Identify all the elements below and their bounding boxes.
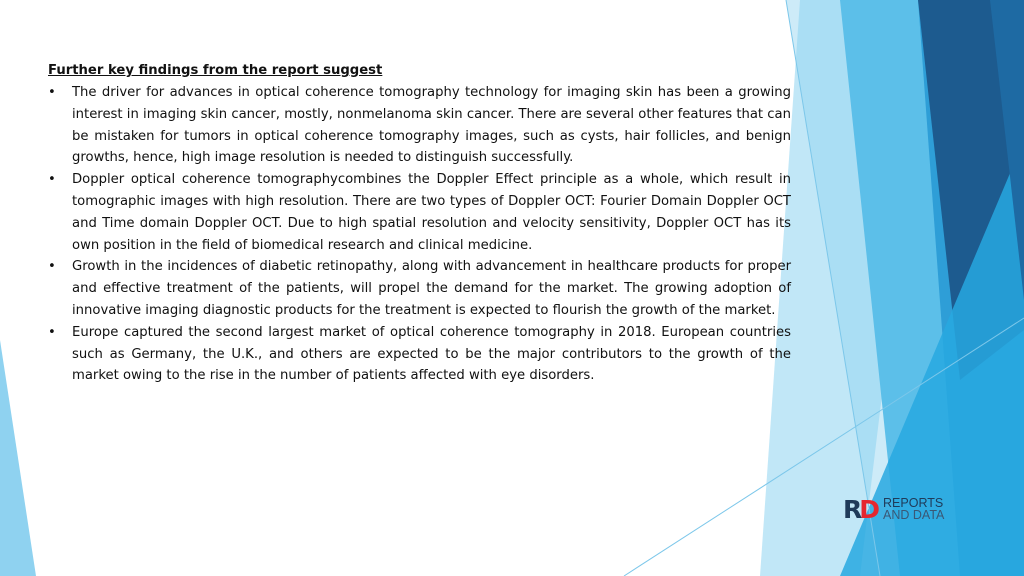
reports-and-data-logo (843, 494, 967, 524)
bullet-marker: • (48, 172, 56, 188)
findings-list (48, 82, 791, 387)
logo-letter-r: R (843, 494, 860, 524)
left-edge-shape (0, 340, 36, 576)
finding-bullet-4 (48, 322, 791, 387)
logo-line-1: REPORTS (883, 496, 944, 510)
findings-section (48, 60, 791, 387)
bullet-marker: • (48, 259, 56, 275)
bullet-marker: • (48, 85, 56, 100)
logo-mark (843, 494, 878, 524)
logo-line-2: AND DATA (883, 508, 945, 522)
finding-text: The driver for advances in optical coherence tomography technology for imaging skin has been a growing interest in imaging skin cancer, mostly, nonmelanoma skin cancer. There are several other features that can be mistaken for tumors in optical coherence tomography images, such as cysts, hair follicles, and benign growths, hence, high image resolution is needed to distinguish successfully. (72, 85, 791, 166)
bullet-marker: • (48, 324, 56, 340)
finding-text: Growth in the incidences of diabetic retinopathy, along with advancement in healthcare products for proper and effective treatment of the patients, will propel the demand for the market. The growing adoption of innovative imaging diagnostic products for the treatment is expected to flourish the growth of the market. (72, 259, 791, 318)
logo-wordmark (883, 497, 944, 521)
section-heading: Further key findings from the report suggest (48, 63, 383, 78)
logo-letter-d: D (859, 494, 878, 524)
finding-text: Europe captured the second largest market of optical coherence tomography in 2018. European countries such as Germany, the U.K., and others are expected to be the major contributors to the growth of the market owing to the rise in the number of patients affected with eye disorders. (72, 324, 791, 384)
finding-bullet-3 (48, 256, 791, 321)
finding-bullet-1 (48, 82, 791, 169)
finding-bullet-2 (48, 169, 791, 256)
finding-text: Doppler optical coherence tomographycombines the Doppler Effect principle as a whole, which result in tomographic images with high resolution. There are two types of Doppler OCT: Fourier Domain Doppler OCT and Time domain Doppler OCT. Due to high spatial resolution and velocity sensitivity, Doppler OCT has its own position in the field of biomedical research and clinical medicine. (72, 172, 791, 253)
